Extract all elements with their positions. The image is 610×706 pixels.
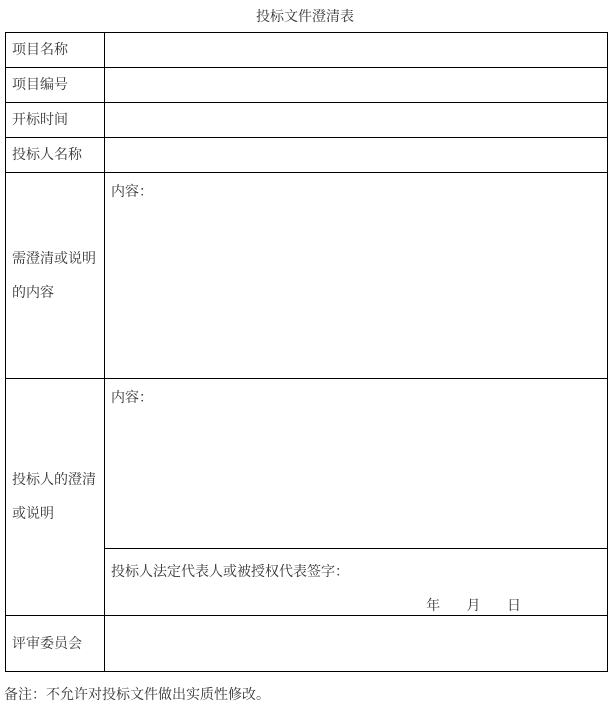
field-project-name[interactable]	[105, 33, 608, 68]
date-day: 日	[507, 598, 521, 614]
row-bid-opening-time	[6, 103, 608, 138]
field-signature[interactable]	[105, 549, 608, 616]
field-project-number[interactable]	[105, 68, 608, 103]
date-year: 年	[426, 598, 441, 614]
content-label: 内容：	[111, 390, 153, 406]
field-bidder-name[interactable]	[105, 138, 608, 173]
label-bidder-clarification: 投标人的澄清或说明	[6, 379, 105, 616]
row-clarification-needed	[6, 173, 608, 379]
field-clarification-needed[interactable]	[105, 173, 608, 379]
label-clarification-needed: 需澄清或说明的内容	[6, 173, 105, 379]
field-bid-opening-time[interactable]	[105, 103, 608, 138]
label-bid-opening-time: 开标时间	[6, 103, 105, 138]
row-project-number	[6, 68, 608, 103]
date-line	[111, 595, 601, 615]
row-bidder-name	[6, 138, 608, 173]
label-bidder-name: 投标人名称	[6, 138, 105, 173]
form-title: 投标文件澄清表	[256, 9, 354, 25]
label-review-committee: 评审委员会	[6, 616, 105, 672]
signature-label: 投标人法定代表人或被授权代表签字：	[111, 564, 349, 580]
clarification-form-table	[5, 32, 608, 672]
footnote: 备注：不允许对投标文件做出实质性修改。	[4, 687, 270, 703]
row-review-committee	[6, 616, 608, 672]
label-project-number: 项目编号	[6, 68, 105, 103]
date-month: 月	[466, 598, 481, 614]
label-project-name: 项目名称	[6, 33, 105, 68]
row-bidder-clarification	[6, 379, 608, 549]
field-review-committee[interactable]	[105, 616, 608, 672]
field-bidder-clarification[interactable]	[105, 379, 608, 549]
row-project-name	[6, 33, 608, 68]
content-label: 内容：	[111, 184, 153, 200]
